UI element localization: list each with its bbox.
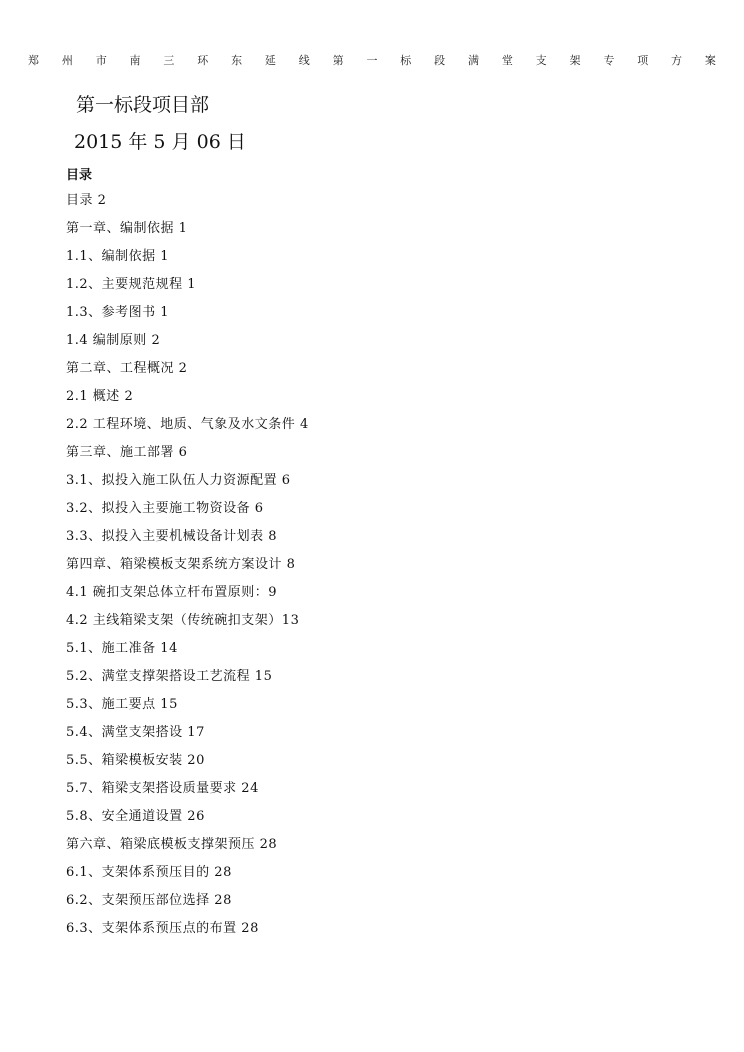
header-char: 满 [467, 54, 479, 67]
toc-entry[interactable]: 第二章、工程概况 2 [66, 361, 188, 376]
toc-entry[interactable]: 5.1、施工准备 14 [66, 641, 178, 656]
header-char: 州 [61, 54, 73, 67]
header-char: 架 [569, 54, 581, 67]
header-char: 专 [603, 54, 615, 67]
toc-entry[interactable]: 5.3、施工要点 15 [66, 697, 178, 712]
toc-entry[interactable]: 第一章、编制依据 1 [66, 221, 188, 236]
toc-entry[interactable]: 1.2、主要规范规程 1 [66, 277, 197, 292]
header-char: 案 [704, 54, 716, 67]
toc-entry[interactable]: 2.1 概述 2 [66, 389, 134, 404]
header-char: 标 [400, 54, 412, 67]
header-char: 线 [298, 54, 310, 67]
header-char: 环 [197, 54, 209, 67]
header-char: 市 [95, 54, 107, 67]
toc-entry[interactable]: 1.3、参考图书 1 [66, 305, 170, 320]
header-char: 东 [231, 54, 243, 67]
toc-entry[interactable]: 5.4、满堂支架搭设 17 [66, 725, 205, 740]
header-char: 项 [637, 54, 649, 67]
toc-entry[interactable]: 6.1、支架体系预压目的 28 [66, 865, 232, 880]
toc-entry[interactable]: 6.2、支架预压部位选择 28 [66, 893, 232, 908]
header-char: 南 [129, 54, 141, 67]
toc-entry[interactable]: 6.3、支架体系预压点的布置 28 [66, 921, 259, 936]
toc-entry[interactable]: 4.1 碗扣支架总体立杆布置原则：9 [66, 585, 278, 600]
toc-entry[interactable]: 5.8、安全通道设置 26 [66, 809, 205, 824]
toc-entry[interactable]: 4.2 主线箱梁支架（传统碗扣支架）13 [66, 613, 300, 628]
toc-entry[interactable]: 5.7、箱梁支架搭设质量要求 24 [66, 781, 259, 796]
document-date: 2015 年 5 月 06 日 [74, 131, 246, 153]
header-char: 延 [264, 54, 276, 67]
header-char: 三 [163, 54, 175, 67]
header-char: 方 [671, 54, 683, 67]
toc-entry[interactable]: 3.3、拟投入主要机械设备计划表 8 [66, 529, 278, 544]
header-char: 郑 [28, 54, 39, 67]
header-char: 堂 [501, 54, 513, 67]
toc-entry[interactable]: 1.1、编制依据 1 [66, 249, 170, 264]
toc-entry[interactable]: 1.4 编制原则 2 [66, 333, 161, 348]
header-char: 支 [535, 54, 547, 67]
toc-entry[interactable]: 5.5、箱梁模板安装 20 [66, 753, 205, 768]
toc-entry[interactable]: 5.2、满堂支撑架搭设工艺流程 15 [66, 669, 273, 684]
header-char: 第 [332, 54, 344, 67]
toc-heading: 目录 [66, 168, 93, 183]
toc-entry[interactable]: 3.2、拟投入主要施工物资设备 6 [66, 501, 264, 516]
toc-entry[interactable]: 第三章、施工部署 6 [66, 445, 188, 460]
toc-entry[interactable]: 2.2 工程环境、地质、气象及水文条件 4 [66, 417, 309, 432]
header-char: 一 [366, 54, 378, 67]
table-of-contents [66, 192, 309, 948]
toc-entry[interactable]: 目录 2 [66, 193, 107, 208]
document-title: 第一标段项目部 [76, 94, 210, 116]
toc-entry[interactable]: 第六章、箱梁底模板支撑架预压 28 [66, 837, 278, 852]
toc-entry[interactable]: 第四章、箱梁模板支架系统方案设计 8 [66, 557, 296, 572]
header-char: 段 [434, 54, 446, 67]
page-header [28, 52, 716, 68]
toc-entry[interactable]: 3.1、拟投入施工队伍人力资源配置 6 [66, 473, 291, 488]
